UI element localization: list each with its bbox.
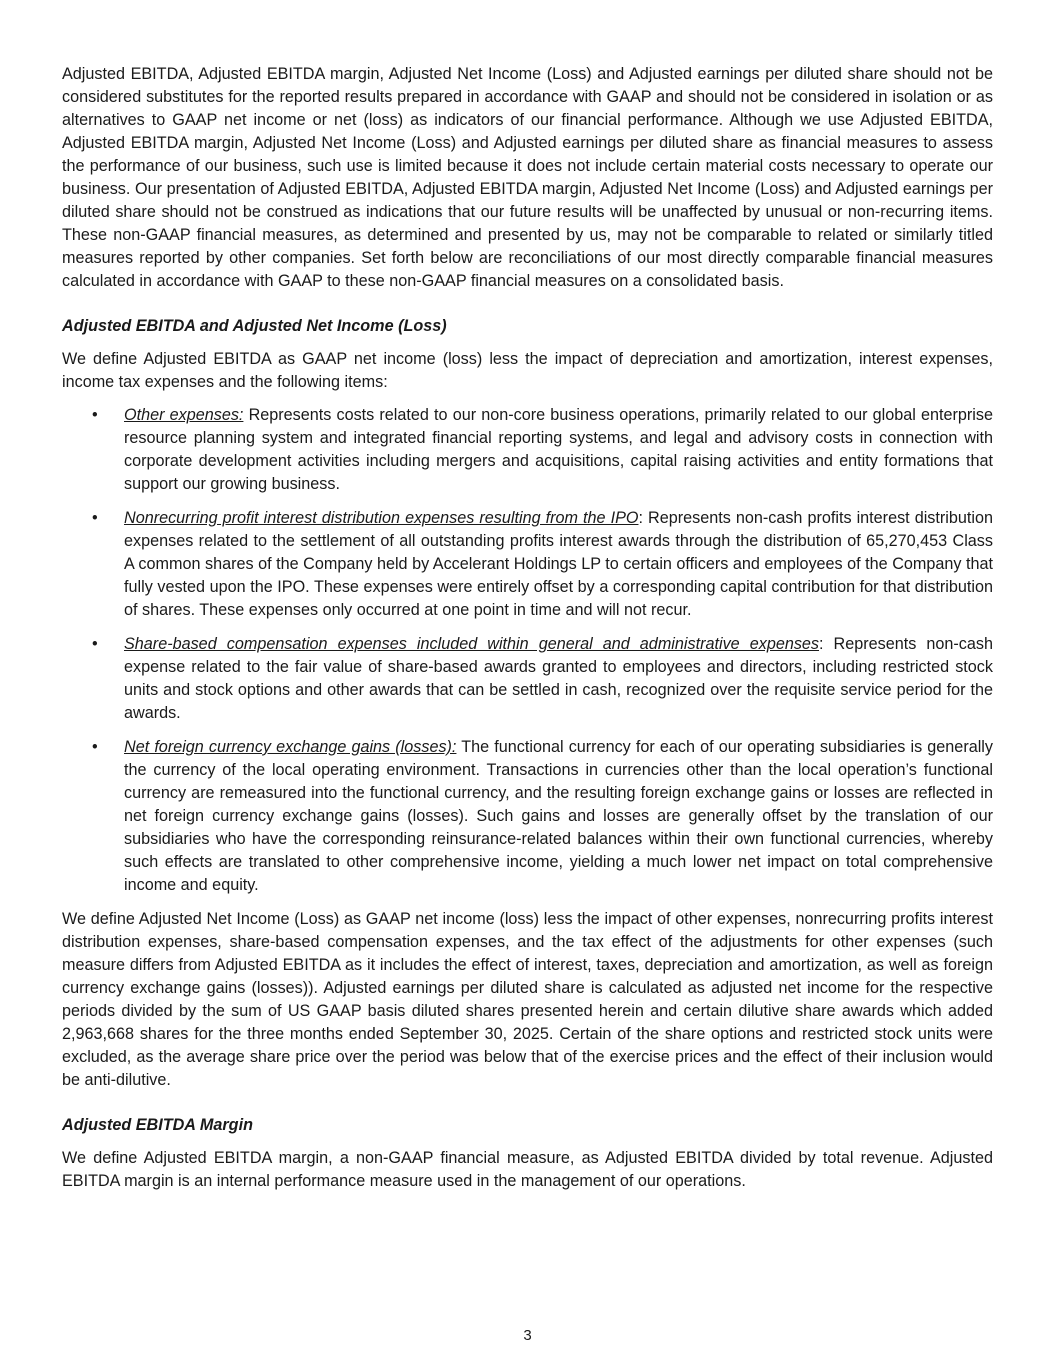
list-item [62, 736, 993, 897]
item-text: : Represents non-cash expense related to the fair value of share-based awards granted to employees and directors, including restricted stock units and stock options and other awards that can be settled in cash, recognized over the requisite service period for the awards. [124, 635, 993, 722]
section-heading-margin: Adjusted EBITDA Margin [62, 1116, 253, 1134]
list-item [62, 633, 993, 725]
list-item [62, 507, 993, 622]
intro-paragraph: Adjusted EBITDA, Adjusted EBITDA margin, Adjusted Net Income (Loss) and Adjusted earnings per diluted share should not be considered substitutes for the reported results prepared in accordance with GAAP and should not be considered in isolation or as alternatives to GAAP net income or net (loss) as indicators of our financial performance. Although we use Adjusted EBITDA, Adjusted EBITDA margin, Adjusted Net Income (Loss) and Adjusted earnings per diluted share as financial measures to assess the performance of our business, such use is limited because it does not include certain material costs necessary to operate our business. Our presentation of Adjusted EBITDA, Adjusted EBITDA margin, Adjusted Net Income (Loss) and Adjusted earnings per diluted share should not be construed as indications that our future results will be unaffected by unusual or non-recurring items. These non-GAAP financial measures, as determined and presented by us, may not be comparable to related or similarly titled measures reported by other companies. Set forth below are reconciliations of our most directly comparable financial measures calculated in accordance with GAAP to these non-GAAP financial measures on a consolidated basis. [62, 65, 993, 290]
bullet-icon: • [92, 635, 98, 653]
item-term: Other expenses: [124, 406, 244, 424]
page-number: 3 [523, 1327, 532, 1344]
bullet-icon: • [92, 509, 98, 527]
net-income-definition: We define Adjusted Net Income (Loss) as GAAP net income (loss) less the impact of other expenses, nonrecurring profits interest distribution expenses, share-based compensation expenses, and the tax effect of the adjustments for other expenses (such measure differs from Adjusted EBITDA as it includes the effect of interest, taxes, depreciation and amortization, as well as foreign currency exchange gains (losses)). Adjusted earnings per diluted share is calculated as adjusted net income for the respective periods divided by the sum of US GAAP basis diluted shares presented herein and certain dilutive share awards which added 2,963,668 shares for the three months ended September 30, 2025. Certain of the share options and restricted stock units were excluded, as the average share price over the period was below that of the exercise prices and the effect of their inclusion would be anti-dilutive. [62, 910, 993, 1089]
item-term: Share-based compensation expenses included within general and administrative expenses [124, 635, 820, 653]
adjustment-list [62, 404, 993, 897]
document-page [62, 63, 993, 1193]
section-heading-ebitda: Adjusted EBITDA and Adjusted Net Income (Loss) [62, 317, 447, 335]
item-text: The functional currency for each of our operating subsidiaries is generally the currency of the local operating environment. Transactions in currencies other than the local operation’s functional currency are remeasured into the functional currency, and the resulting foreign exchange gains or losses are reflected in net foreign currency exchange gains (losses). Such gains and losses are generally offset by the translation of our subsidiaries who have the corresponding reinsurance-related balances within their own functional currencies, whereby such effects are translated to other comprehensive income, yielding a much lower net impact on total comprehensive income and equity. [124, 738, 993, 894]
ebitda-definition: We define Adjusted EBITDA as GAAP net income (loss) less the impact of depreciation and amortization, interest expenses, income tax expenses and the following items: [62, 350, 993, 391]
list-item [62, 404, 993, 496]
item-text: : Represents non-cash profits interest distribution expenses related to the settlement of all outstanding profits interest awards through the distribution of 65,270,453 Class A common shares of the Company held by Accelerant Holdings LP to certain officers and employees of the Company that fully vested upon the IPO. These expenses were entirely offset by a corresponding capital contribution for that distribution of shares. These expenses only occurred at one point in time and will not recur. [124, 509, 993, 619]
item-term: Nonrecurring profit interest distribution expenses resulting from the IPO [124, 509, 639, 527]
item-text: Represents costs related to our non-core business operations, primarily related to our global enterprise resource planning system and integrated financial reporting systems, and legal and advisory costs in connection with corporate development activities including mergers and acquisitions, capital raising activities and entity formations that support our growing business. [124, 406, 993, 493]
bullet-icon: • [92, 738, 98, 756]
bullet-icon: • [92, 406, 98, 424]
item-term: Net foreign currency exchange gains (losses): [124, 738, 457, 756]
margin-definition: We define Adjusted EBITDA margin, a non-GAAP financial measure, as Adjusted EBITDA divided by total revenue. Adjusted EBITDA margin is an internal performance measure used in the management of our operations. [62, 1149, 993, 1190]
